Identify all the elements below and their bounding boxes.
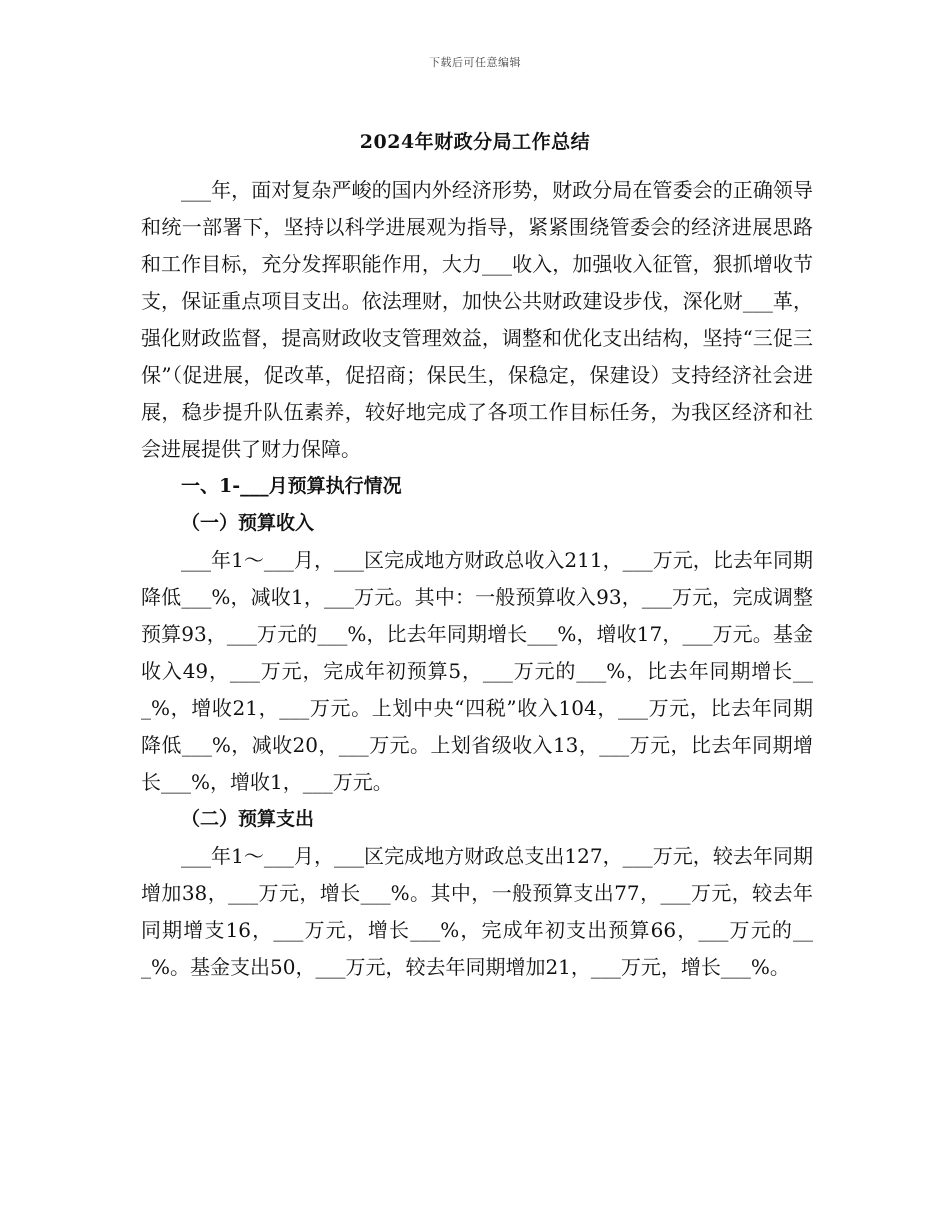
budget-revenue-paragraph: ___年1～___月，___区完成地方财政总收入211，___万元，比去年同期降低___%，减收1，___万元。其中：一般预算收入93，___万元，完成调整预算93，___万元的___%，比去年同期增长___%，增收17，___万元。基金收入49，___万元，完成年初预算5，___万元的___%，比去年同期增长___%，增收21，___万元。上划中央“四税”收入104，___万元，比去年同期降低___%，减收20，___万元。上划省级收入13，___万元，比去年同期增长___%，增收1，___万元。	[141, 548, 813, 794]
document-title: 2024年财政分局工作总结	[359, 131, 591, 153]
subsection-heading-budget-revenue: （一）预算收入	[181, 512, 315, 534]
header-note: 下载后可任意编辑	[429, 56, 521, 69]
subsection-heading-budget-expenditure: （二）预算支出	[181, 808, 315, 830]
section-heading-budget-execution: 一、1-___月预算执行情况	[181, 475, 402, 497]
intro-paragraph: ___年，面对复杂严峻的国内外经济形势，财政分局在管委会的正确领导和统一部署下，坚持以科学进展观为指导，紧紧围绕管委会的经济进展思路和工作目标，充分发挥职能作用，大力___收入，加强收入征管，狠抓增收节支，保证重点项目支出。依法理财，加快公共财政建设步伐，深化财___革，强化财政监督，提高财政收支管理效益，调整和优化支出结构，坚持“三促三保”（促进展，促改革，促招商；保民生，保稳定，保建设）支持经济社会进展，稳步提升队伍素养，较好地完成了各项工作目标任务，为我区经济和社会进展提供了财力保障。	[141, 178, 813, 461]
budget-expenditure-paragraph: ___年1～___月，___区完成地方财政总支出127，___万元，较去年同期增加38，___万元，增长___%。其中，一般预算支出77，___万元，较去年同期增支16，___万元，增长___%，完成年初支出预算66，___万元的___%。基金支出50，___万元，较去年同期增加21，___万元，增长___%。	[141, 844, 813, 979]
document-body	[141, 172, 813, 986]
